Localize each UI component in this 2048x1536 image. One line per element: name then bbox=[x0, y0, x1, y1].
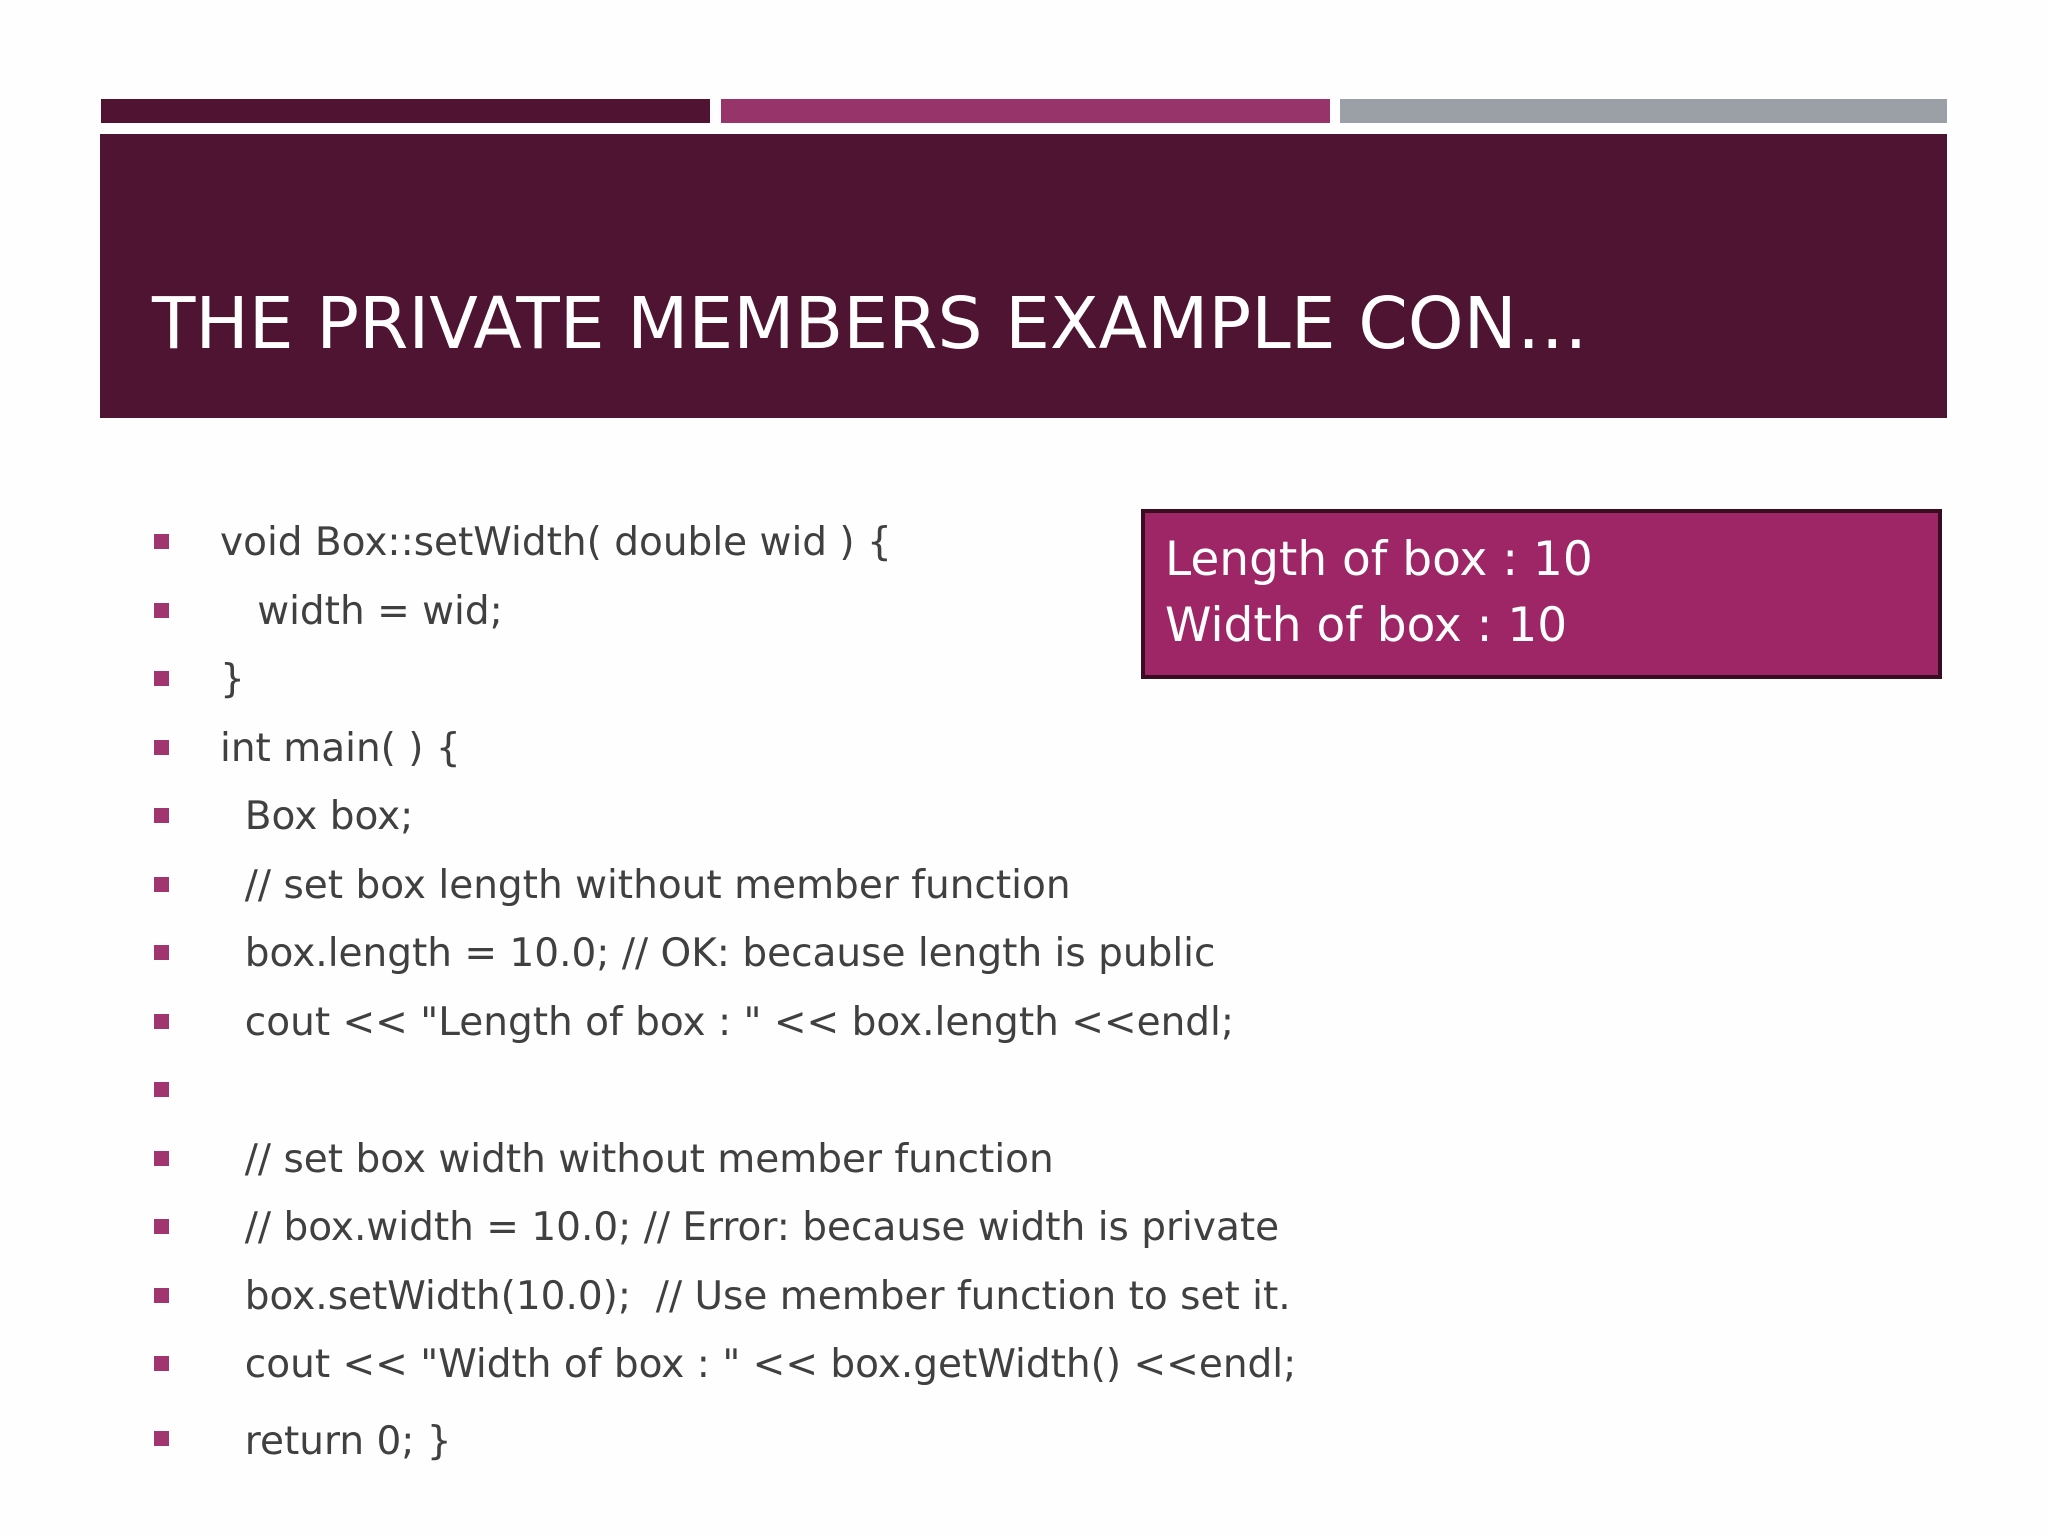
code-line-text: int main( ) { bbox=[220, 725, 461, 771]
square-bullet-icon bbox=[154, 877, 169, 892]
square-bullet-icon bbox=[154, 1219, 169, 1234]
list-item bbox=[150, 643, 1300, 712]
code-bullet-list bbox=[150, 506, 1300, 1473]
square-bullet-icon bbox=[154, 1431, 169, 1446]
list-item bbox=[150, 917, 1300, 986]
accent-bar-magenta bbox=[721, 99, 1330, 123]
square-bullet-icon bbox=[154, 603, 169, 618]
list-item bbox=[150, 1260, 1300, 1329]
output-line-width: Width of box : 10 bbox=[1165, 598, 1568, 653]
code-line-text: cout << "Length of box : " << box.length <<endl; bbox=[220, 999, 1235, 1045]
accent-bar-dark bbox=[101, 99, 710, 123]
list-item bbox=[150, 506, 1300, 575]
code-line-text: return 0; } bbox=[220, 1418, 452, 1464]
code-line-text: void Box::setWidth( double wid ) { bbox=[220, 520, 892, 565]
code-line-text: } bbox=[220, 657, 245, 702]
square-bullet-icon bbox=[154, 1082, 169, 1097]
code-line-text: box.length = 10.0; // OK: because length is public bbox=[220, 931, 1216, 976]
code-line-text: width = wid; bbox=[220, 588, 503, 634]
output-line-length: Length of box : 10 bbox=[1165, 532, 1593, 587]
code-line-text: // box.width = 10.0; // Error: because width is private bbox=[220, 1205, 1280, 1250]
square-bullet-icon bbox=[154, 1356, 169, 1371]
square-bullet-icon bbox=[154, 945, 169, 960]
square-bullet-icon bbox=[154, 1288, 169, 1303]
list-item bbox=[150, 1191, 1300, 1260]
list-item bbox=[150, 1328, 1300, 1397]
list-item bbox=[150, 780, 1300, 849]
code-line-text: // set box length without member function bbox=[220, 862, 1071, 908]
list-item bbox=[150, 712, 1300, 781]
list-item bbox=[150, 1123, 1300, 1192]
square-bullet-icon bbox=[154, 808, 169, 823]
code-line-text: box.setWidth(10.0); // Use member function to set it. bbox=[220, 1273, 1291, 1319]
list-item bbox=[150, 575, 1300, 644]
code-line-text: // set box width without member function bbox=[220, 1136, 1054, 1182]
square-bullet-icon bbox=[154, 671, 169, 686]
square-bullet-icon bbox=[154, 740, 169, 755]
list-item bbox=[150, 986, 1300, 1055]
program-output-box bbox=[1141, 509, 1942, 679]
code-line-text: cout << "Width of box : " << box.getWidth() <<endl; bbox=[220, 1342, 1297, 1387]
list-item bbox=[150, 849, 1300, 918]
list-item bbox=[150, 1054, 1300, 1123]
list-item bbox=[150, 1397, 1300, 1473]
accent-bar-gray bbox=[1340, 99, 1947, 123]
square-bullet-icon bbox=[154, 1151, 169, 1166]
code-line-text: Box box; bbox=[220, 794, 414, 839]
square-bullet-icon bbox=[154, 534, 169, 549]
square-bullet-icon bbox=[154, 1014, 169, 1029]
title-band bbox=[100, 134, 1947, 418]
slide-title: THE PRIVATE MEMBERS EXAMPLE CON… bbox=[152, 282, 1588, 365]
